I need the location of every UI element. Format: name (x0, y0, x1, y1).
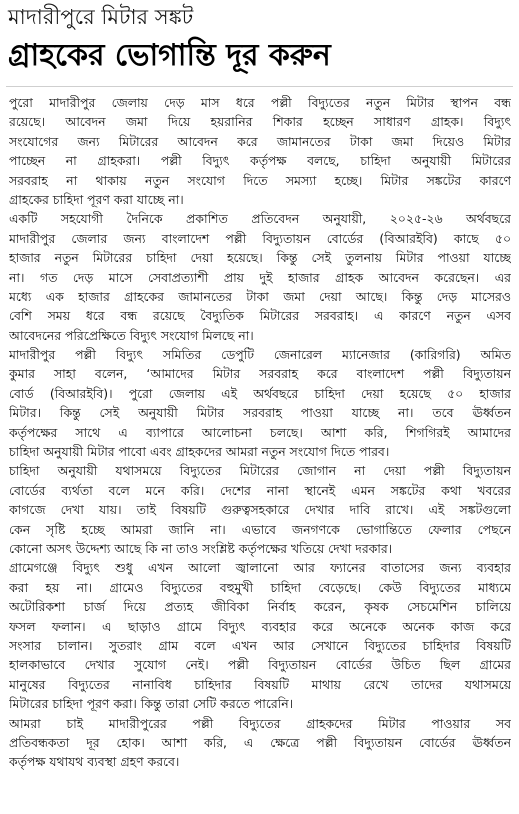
text-line: রয়েছে। আবেদন জমা দিয়ে হয়রানির শিকার হচ্ছেন সাধারণ গ্রাহক। বিদ্যুৎ (9, 114, 511, 130)
text-line: মাদারীপুর জেলার জন্য বাংলাদেশ পল্লী বিদ্যুতায়ন বোর্ডের (বিআরইবি) কাছে ৫০ (9, 230, 511, 246)
text-line: মানুষের বিদ্যুতের নানাবিধ চাহিদার বিষয়টি মাথায় রেখে তাদের যথাসময়ে (9, 676, 511, 692)
text-line: কেন সৃষ্টি হচ্ছে আমরা জানি না। এভাবে জনগণকে ভোগান্তিতে ফেলার পেছনে (9, 521, 511, 537)
divider (6, 86, 513, 87)
text-line: আবেদনের পরিপ্রেক্ষিতে বিদ্যুৎ সংযোগ মিলছে না। (9, 327, 254, 343)
text-line: কোনো অসৎ উদ্দেশ্য আছে কি না তাও সংশ্লিষ্ট কর্তৃপক্ষের খতিয়ে দেখা দরকার। (9, 540, 393, 556)
text-line: কর্তৃপক্ষ যথাযথ ব্যবস্থা গ্রহণ করবে। (9, 754, 180, 770)
article-body (9, 93, 511, 772)
article-paragraph (9, 345, 511, 461)
text-line: বোর্ড (বিআরইবি)। পুরো জেলায় এই অর্থবছরে চাহিদা দেয়া হয়েছে ৫০ হাজার (9, 385, 511, 401)
text-line: গ্রাহকের চাহিদা পূরণ করা যাচ্ছে না। (9, 191, 184, 207)
kicker-title: মাদারীপুরে মিটার সঙ্কট (8, 5, 194, 29)
text-line: না। গত দেড় মাসে সেবাপ্রত্যাশী প্রায় দুই হাজার গ্রাহক আবেদন করেছেন। এর (9, 269, 511, 285)
text-line: মিটার। কিন্তু সেই অনুযায়ী মিটার সরবরাহ পাওয়া যাচ্ছে না। তবে ঊর্ধ্বতন (9, 405, 511, 421)
text-line: করা হয় না। গ্রামেও বিদ্যুতের বহুমুখী চাহিদা বেড়েছে। কেউ বিদ্যুতের মাধ্যমে (9, 579, 511, 595)
article-paragraph (9, 209, 511, 345)
text-line: কর্তৃপক্ষের সাথে এ ব্যাপারে আলোচনা চলছে। আশা করি, শিগগিরই আমাদের (9, 424, 511, 440)
text-line: পুরো মাদারীপুর জেলায় দেড় মাস ধরে পল্লী বিদ্যুতের নতুন মিটার স্থাপন বন্ধ (9, 95, 511, 110)
article-paragraph (9, 558, 511, 713)
text-line: পাচ্ছেন না গ্রাহকরা। পল্লী বিদ্যুৎ কর্তৃপক্ষ বলছে, চাহিদা অনুযায়ী মিটারের (9, 153, 511, 169)
text-line: ফসল ফলান। এ ছাড়াও গ্রামে বিদ্যুৎ ব্যবহার করে অনেকে অনেক কাজ করে (9, 618, 511, 634)
text-line: কাগজে দেখা যায়। তাই বিষয়টি গুরুত্বসহকারে দেখার দাবি রাখে। এই সঙ্কটগুলো (9, 502, 511, 518)
text-line: বেশি সময় ধরে বন্ধ রয়েছে বৈদ্যুতিক মিটারের সরবরাহ। এ কারণে নতুন এসব (9, 308, 511, 324)
text-line: আমরা চাই মাদারীপুরের পল্লী বিদ্যুতের গ্রাহকদের মিটার পাওয়ার সব (9, 715, 511, 731)
text-line: বোর্ডের ব্যর্থতা বলে মনে করি। দেশের নানা স্থানেই এমন সঙ্কটের কথা খবরের (9, 482, 511, 498)
text-line: মিটারের চাহিদা পূরণ করা। কিন্তু তারা সেটি করতে পারেনি। (9, 696, 294, 712)
text-line: প্রতিবন্ধকতা দূর হোক। আশা করি, এ ক্ষেত্রে পল্লী বিদ্যুতায়ন বোর্ডের ঊর্ধ্বতন (9, 734, 511, 750)
text-line: চাহিদা অনুযায়ী মিটার পাবো এবং গ্রাহকদের আমরা নতুন সংযোগ দিতে পারব। (9, 444, 390, 460)
text-line: মাদারীপুর পল্লী বিদ্যুৎ সমিতির ডেপুটি জেনারেল ম্যানেজার (কারিগরি) অমিত (9, 347, 511, 363)
text-line: চাহিদা অনুযায়ী যথাসময়ে বিদ্যুতের মিটারের জোগান না দেয়া পল্লী বিদ্যুতায়ন (9, 463, 511, 479)
article-paragraph (9, 714, 511, 772)
text-line: হাজার নতুন মিটারের চাহিদা দেয়া হয়েছে। কিন্তু সেই তুলনায় মিটার পাওয়া যাচ্ছে (9, 250, 511, 266)
text-line: সরবরাহ না থাকায় নতুন সংযোগ দিতে সমস্যা হচ্ছে। মিটার সঙ্কটের কারণে (9, 172, 511, 188)
article-paragraph (9, 93, 511, 209)
text-line: হালকাভাবে দেখার সুযোগ নেই। পল্লী বিদ্যুতায়ন বোর্ডের উচিত ছিল গ্রামের (9, 657, 511, 673)
text-line: কুমার সাহা বলেন, ‘আমাদের মিটার সরবরাহ করে বাংলাদেশ পল্লী বিদ্যুতায়ন (9, 366, 511, 382)
text-line: গ্রামেগঞ্জে বিদ্যুৎ শুধু এখন আলো জ্বালানো আর ফ্যানের বাতাসের জন্য ব্যবহার (9, 560, 511, 576)
text-line: মধ্যে এক হাজার গ্রাহকের জামানতের টাকা জমা দেয়া আছে। কিন্তু দেড় মাসেরও (9, 288, 511, 304)
text-line: সংযোগের জন্য মিটারের আবেদন করে জামানতের টাকা জমা দিয়েও মিটার (9, 133, 511, 149)
text-line: একটি সহযোগী দৈনিকে প্রকাশিত প্রতিবেদন অনুযায়ী, ২০২৫-২৬ অর্থবছরে (9, 211, 511, 227)
text-line: অটোরিকশা চার্জ দিয়ে প্রত্যহ জীবিকা নির্বাহ করেন, কৃষক সেচমেশিন চালিয়ে (9, 599, 511, 615)
article-paragraph (9, 461, 511, 558)
headline: গ্রাহকের ভোগান্তি দূর করুন (8, 38, 331, 73)
text-line: সংসার চালান। সুতরাং গ্রাম বলে এখন আর সেখানে বিদ্যুতের চাহিদার বিষয়টি (9, 637, 511, 653)
